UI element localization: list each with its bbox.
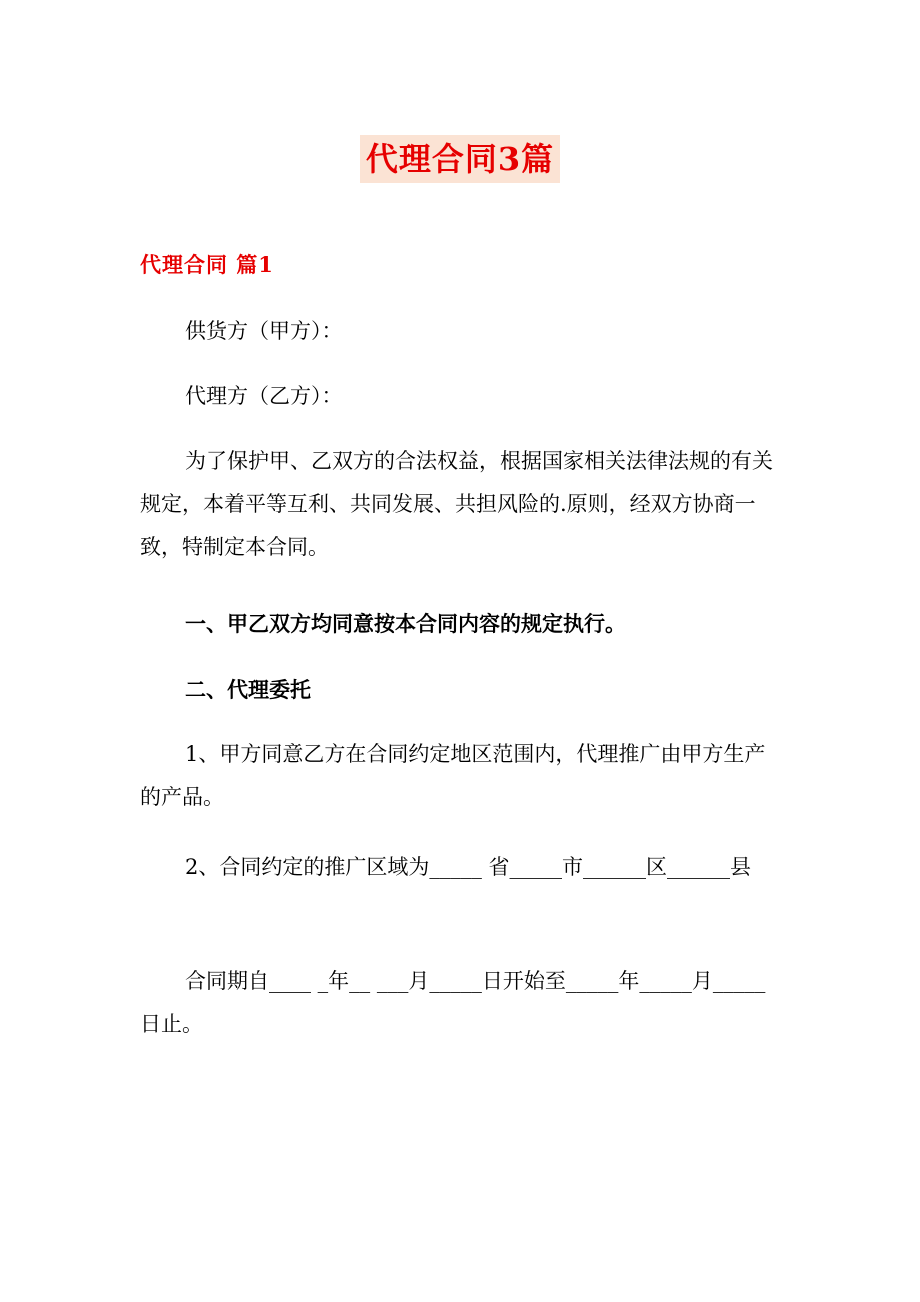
contract-period-line: 合同期自____ _年__ ___月_____日开始至_____年_____月_____日止。 xyxy=(140,969,766,1036)
clause-two-heading: 二、代理委托 xyxy=(185,677,311,702)
party-b-line: 代理方（乙方）： xyxy=(185,384,343,408)
party-a-line: 供货方（甲方）： xyxy=(185,319,343,343)
document-title: 代理合同3篇 xyxy=(360,135,560,183)
title-container xyxy=(0,135,920,183)
clause-one-heading: 一、甲乙双方均同意按本合同内容的规定执行。 xyxy=(185,611,626,636)
clause-two-item-2: 2、合同约定的推广区域为_____ 省_____市______区______县 xyxy=(185,855,752,879)
clause-two-item-1: 1、甲方同意乙方在合同约定地区范围内，代理推广由甲方生产的产品。 xyxy=(140,742,766,809)
preamble-paragraph: 为了保护甲、乙双方的合法权益，根据国家相关法律法规的有关规定，本着平等互利、共同发展、共担风险的.原则，经双方协商一致，特制定本合同。 xyxy=(140,449,773,559)
section-heading: 代理合同 篇1 xyxy=(140,252,274,277)
